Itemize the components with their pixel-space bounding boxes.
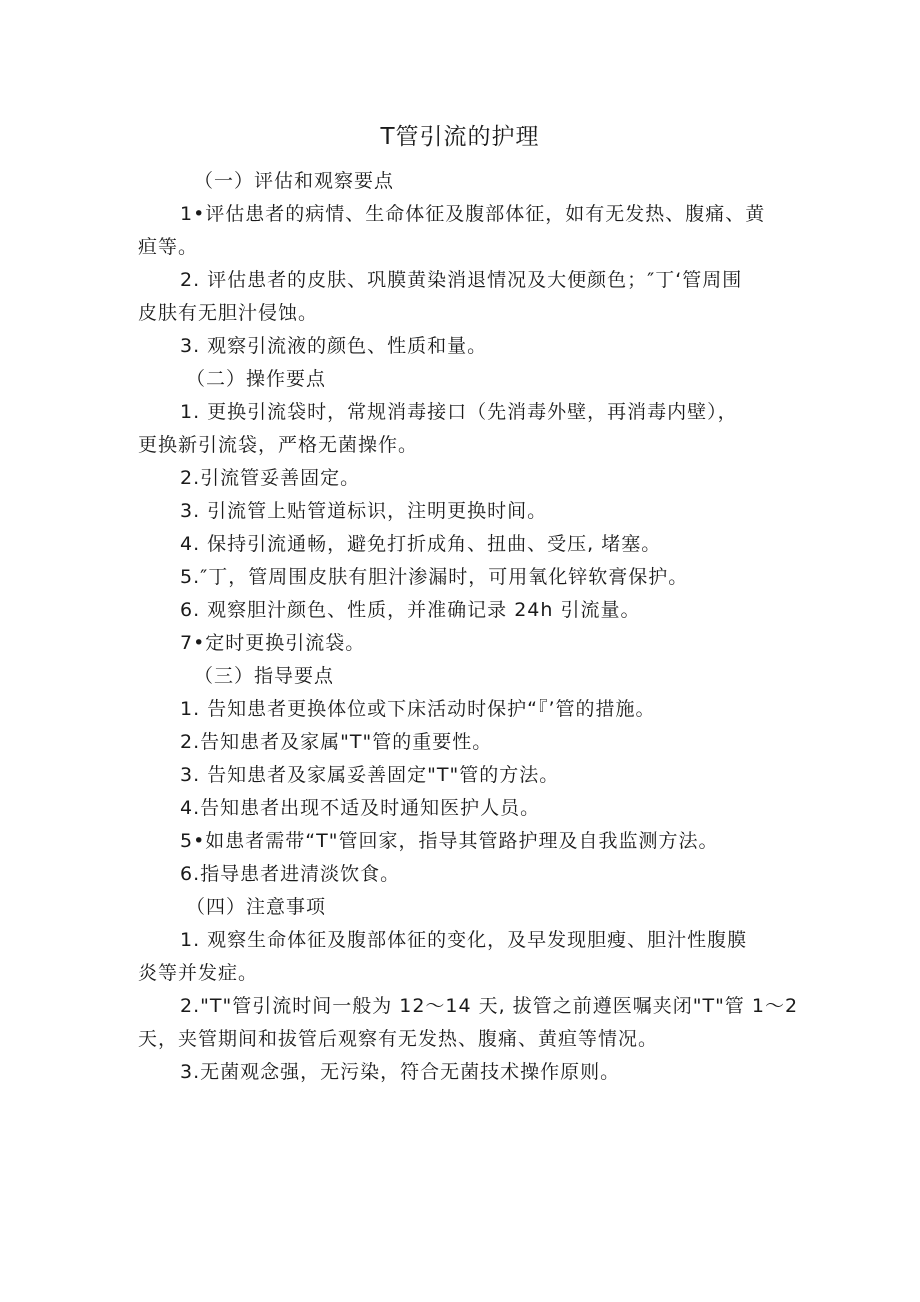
paragraph-first-line: 6.指导患者进清淡饮食。 — [180, 863, 401, 885]
document-title: T管引流的护理 — [380, 124, 540, 150]
paragraph-first-line: 2.引流管妥善固定。 — [180, 467, 361, 489]
paragraph-first-line: 1. 告知患者更换体位或下床活动时保护“『’管的措施。 — [180, 698, 656, 720]
paragraph-first-line: 2.告知患者及家属"T"管的重要性。 — [180, 731, 493, 753]
section-heading: （二）操作要点 — [186, 368, 327, 390]
paragraph-continuation: 炎等并发症。 — [138, 962, 259, 984]
paragraph-first-line: 3. 引流管上贴管道标识，注明更换时间。 — [180, 500, 548, 522]
section-heading: （四）注意事项 — [186, 896, 327, 918]
paragraph-continuation: 疸等。 — [138, 236, 199, 258]
paragraph-first-line: 3. 告知患者及家属妥善固定"T"管的方法。 — [180, 764, 560, 786]
paragraph-first-line: 2. 评估患者的皮肤、巩膜黄染消退情况及大便颜色；″丁‘管周围 — [180, 269, 743, 291]
paragraph-continuation: 更换新引流袋，严格无菌操作。 — [138, 434, 419, 456]
paragraph-first-line: 1•评估患者的病情、生命体征及腹部体征，如有无发热、腹痛、黄 — [180, 203, 766, 225]
paragraph-first-line: 5.″丁，管周围皮肤有胆汁渗漏时，可用氧化锌软膏保护。 — [180, 566, 689, 588]
section-heading: （三）指导要点 — [194, 665, 335, 687]
paragraph-first-line: 4.告知患者出现不适及时通知医护人员。 — [180, 797, 541, 819]
paragraph-first-line: 2."T"管引流时间一般为 12～14 天, 拔管之前遵医嘱夹闭"T"管 1～2 — [180, 995, 799, 1017]
section-heading: （一）评估和观察要点 — [194, 170, 395, 192]
paragraph-first-line: 3. 观察引流液的颜色、性质和量。 — [180, 335, 488, 357]
paragraph-first-line: 5•如患者需带“T"管回家，指导其管路护理及自我监测方法。 — [180, 830, 719, 852]
paragraph-first-line: 1. 更换引流袋时，常规消毒接口（先消毒外壁，再消毒内壁）， — [180, 401, 738, 423]
paragraph-continuation: 皮肤有无胆汁侵蚀。 — [138, 302, 319, 324]
paragraph-first-line: 4. 保持引流通畅，避免打折成角、扭曲、受压, 堵塞。 — [180, 533, 662, 555]
paragraph-continuation: 天，夹管期间和拔管后观察有无发热、腹痛、黄疸等情况。 — [138, 1028, 659, 1050]
paragraph-first-line: 7•定时更换引流袋。 — [180, 632, 366, 654]
paragraph-first-line: 1. 观察生命体征及腹部体征的变化，及早发现胆瘦、胆汁性腹膜 — [180, 929, 748, 951]
paragraph-first-line: 6. 观察胆汁颜色、性质，并准确记录 24h 引流量。 — [180, 599, 641, 621]
document-body — [138, 165, 810, 1089]
paragraph-first-line: 3.无菌观念强，无污染，符合无菌技术操作原则。 — [180, 1061, 621, 1083]
